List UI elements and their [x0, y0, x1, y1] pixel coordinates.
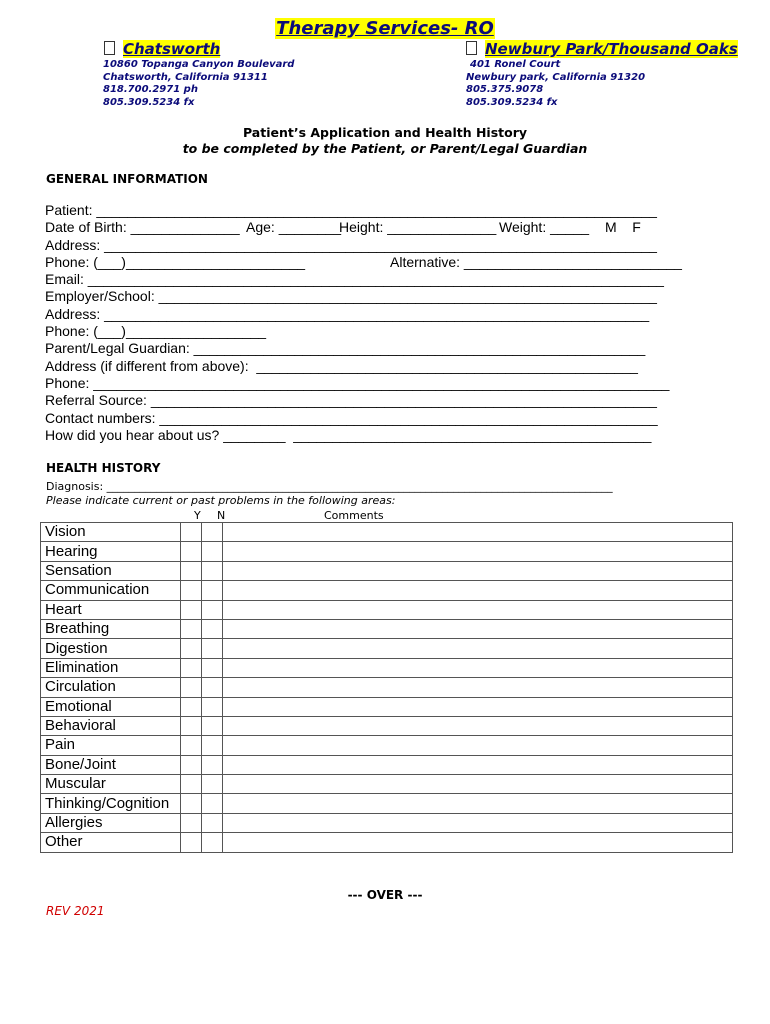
- health-item-label: Circulation: [41, 678, 181, 697]
- health-item-label: Allergies: [41, 813, 181, 832]
- guardian-phone-field[interactable]: Phone: __________________________________________________________________________: [45, 374, 670, 391]
- table-row: [41, 639, 733, 658]
- no-cell[interactable]: [202, 794, 223, 813]
- form-subtitle: to be completed by the Patient, or Parent/Legal Guardian: [182, 141, 588, 156]
- yes-cell[interactable]: [181, 581, 202, 600]
- column-no: N: [217, 509, 226, 522]
- table-row: [41, 755, 733, 774]
- location-chatsworth: [104, 40, 226, 58]
- yes-cell[interactable]: [181, 833, 202, 852]
- comments-cell[interactable]: [223, 716, 733, 735]
- table-row: [41, 561, 733, 580]
- phone-line: 805.375.9078: [466, 84, 544, 96]
- address-field[interactable]: Address: _______________________________________________________________________: [45, 236, 657, 253]
- yes-cell[interactable]: [181, 561, 202, 580]
- yes-cell[interactable]: [181, 813, 202, 832]
- clinic-title: Therapy Services- RO: [276, 18, 494, 39]
- table-row: [41, 542, 733, 561]
- no-cell[interactable]: [202, 581, 223, 600]
- age-field[interactable]: Age: ________: [246, 219, 341, 236]
- health-item-label: Hearing: [41, 542, 181, 561]
- no-cell[interactable]: [202, 697, 223, 716]
- dob-field[interactable]: Date of Birth: ______________: [45, 219, 240, 236]
- health-item-label: Breathing: [41, 619, 181, 638]
- yes-cell[interactable]: [181, 542, 202, 561]
- table-row: [41, 716, 733, 735]
- newbury-address: [466, 59, 645, 109]
- no-cell[interactable]: [202, 523, 223, 542]
- comments-cell[interactable]: [223, 813, 733, 832]
- chatsworth-address: [103, 59, 294, 109]
- no-cell[interactable]: [202, 600, 223, 619]
- table-row: [41, 833, 733, 852]
- weight-field[interactable]: Weight: _____: [499, 219, 590, 236]
- guardian-address-field[interactable]: Address (if different from above): _________________________________________________: [45, 357, 638, 374]
- comments-cell[interactable]: [223, 736, 733, 755]
- yes-cell[interactable]: [181, 523, 202, 542]
- comments-cell[interactable]: [223, 619, 733, 638]
- comments-cell[interactable]: [223, 755, 733, 774]
- comments-cell[interactable]: [223, 678, 733, 697]
- comments-cell[interactable]: [223, 775, 733, 794]
- health-item-label: Sensation: [41, 561, 181, 580]
- yes-cell[interactable]: [181, 619, 202, 638]
- address-line: 10860 Topanga Canyon Boulevard: [103, 59, 295, 70]
- table-row: [41, 658, 733, 677]
- table-row: [41, 775, 733, 794]
- revision-label: REV 2021: [46, 904, 105, 918]
- table-row: [41, 600, 733, 619]
- health-history-table: [40, 522, 733, 853]
- no-cell[interactable]: [202, 716, 223, 735]
- table-row: [41, 619, 733, 638]
- table-row: [41, 736, 733, 755]
- dob-row: [45, 219, 705, 236]
- address-line: Newbury park, California 91320: [466, 71, 646, 83]
- health-instruction: Please indicate current or past problems in the following areas:: [46, 494, 396, 507]
- comments-cell[interactable]: [223, 523, 733, 542]
- over-notice: --- OVER ---: [347, 888, 423, 902]
- no-cell[interactable]: [202, 775, 223, 794]
- comments-cell[interactable]: [223, 658, 733, 677]
- health-item-label: Behavioral: [41, 716, 181, 735]
- health-item-label: Bone/Joint: [41, 755, 181, 774]
- employer-phone-field[interactable]: Phone: (___)__________________: [45, 323, 267, 340]
- yes-cell[interactable]: [181, 736, 202, 755]
- employer-field[interactable]: Employer/School: ________________________________________________________________: [45, 288, 657, 305]
- alternative-phone-field[interactable]: Alternative: ____________________________: [390, 253, 682, 270]
- yes-cell[interactable]: [181, 755, 202, 774]
- table-row: [41, 678, 733, 697]
- no-cell[interactable]: [202, 561, 223, 580]
- no-cell[interactable]: [202, 542, 223, 561]
- email-field[interactable]: Email: __________________________________________________________________________: [45, 271, 664, 288]
- checkbox-icon[interactable]: [466, 41, 477, 55]
- yes-cell[interactable]: [181, 639, 202, 658]
- no-cell[interactable]: [202, 619, 223, 638]
- health-item-label: Elimination: [41, 658, 181, 677]
- no-cell[interactable]: [202, 678, 223, 697]
- health-history-heading: HEALTH HISTORY: [46, 461, 161, 475]
- no-cell[interactable]: [202, 755, 223, 774]
- yes-cell[interactable]: [181, 775, 202, 794]
- contact-numbers-field[interactable]: Contact numbers: ________________________________________________________________: [45, 409, 658, 426]
- comments-cell[interactable]: [223, 542, 733, 561]
- table-row: [41, 697, 733, 716]
- table-row: [41, 523, 733, 542]
- sex-options[interactable]: M F: [605, 219, 641, 236]
- table-row: [41, 581, 733, 600]
- fax-line: 805.309.5234 fx: [103, 96, 195, 108]
- phone-line: 818.700.2971 ph: [103, 84, 198, 96]
- address-line: 401 Ronel Court: [470, 59, 561, 70]
- patient-field[interactable]: Patient: ________________________________________________________________________: [45, 202, 657, 218]
- no-cell[interactable]: [202, 639, 223, 658]
- yes-cell[interactable]: [181, 658, 202, 677]
- health-item-label: Emotional: [41, 697, 181, 716]
- height-field[interactable]: Height: ______________: [339, 219, 497, 236]
- health-item-label: Other: [41, 833, 181, 852]
- phone-field[interactable]: Phone: (___)_______________________: [45, 253, 306, 270]
- diagnosis-field[interactable]: Diagnosis: ____________________________________________________________________________________________: [46, 480, 613, 493]
- comments-cell[interactable]: [223, 833, 733, 852]
- no-cell[interactable]: [202, 658, 223, 677]
- yes-cell[interactable]: [181, 697, 202, 716]
- phone-row: [45, 254, 705, 271]
- general-info-heading: GENERAL INFORMATION: [46, 172, 208, 186]
- employer-address-field[interactable]: Address: ______________________________________________________________________: [45, 305, 650, 322]
- no-cell[interactable]: [202, 736, 223, 755]
- location-name: Chatsworth: [123, 40, 221, 58]
- no-cell[interactable]: [202, 833, 223, 852]
- location-name: Newbury Park/Thousand Oaks: [485, 40, 738, 58]
- comments-cell[interactable]: [223, 697, 733, 716]
- form-title-banner: [0, 18, 770, 39]
- health-item-label: Heart: [41, 600, 181, 619]
- health-item-label: Muscular: [41, 775, 181, 794]
- health-item-label: Pain: [41, 736, 181, 755]
- yes-cell[interactable]: [181, 600, 202, 619]
- how-heard-field[interactable]: How did you hear about us? ________ ______________________________________________: [45, 426, 652, 443]
- health-item-label: Communication: [41, 581, 181, 600]
- comments-cell[interactable]: [223, 600, 733, 619]
- referral-source-field[interactable]: Referral Source: _________________________________________________________________: [45, 392, 657, 409]
- comments-cell[interactable]: [223, 581, 733, 600]
- checkbox-icon[interactable]: [104, 41, 115, 55]
- yes-cell[interactable]: [181, 678, 202, 697]
- comments-cell[interactable]: [223, 561, 733, 580]
- column-comments: Comments: [324, 509, 384, 522]
- comments-cell[interactable]: [223, 639, 733, 658]
- form-title: Patient’s Application and Health History: [242, 125, 528, 140]
- column-yes: Y: [194, 509, 201, 522]
- general-info-form: [45, 202, 705, 444]
- address-line: Chatsworth, California 91311: [103, 71, 268, 83]
- no-cell[interactable]: [202, 813, 223, 832]
- health-item-label: Vision: [41, 523, 181, 542]
- yes-cell[interactable]: [181, 716, 202, 735]
- table-row: [41, 813, 733, 832]
- yes-cell[interactable]: [181, 794, 202, 813]
- table-row: [41, 794, 733, 813]
- location-newbury-park: [466, 40, 738, 58]
- fax-line: 805.309.5234 fx: [466, 96, 558, 108]
- health-item-label: Thinking/Cognition: [41, 794, 181, 813]
- health-item-label: Digestion: [41, 639, 181, 658]
- guardian-field[interactable]: Parent/Legal Guardian: __________________________________________________________: [45, 340, 646, 357]
- comments-cell[interactable]: [223, 794, 733, 813]
